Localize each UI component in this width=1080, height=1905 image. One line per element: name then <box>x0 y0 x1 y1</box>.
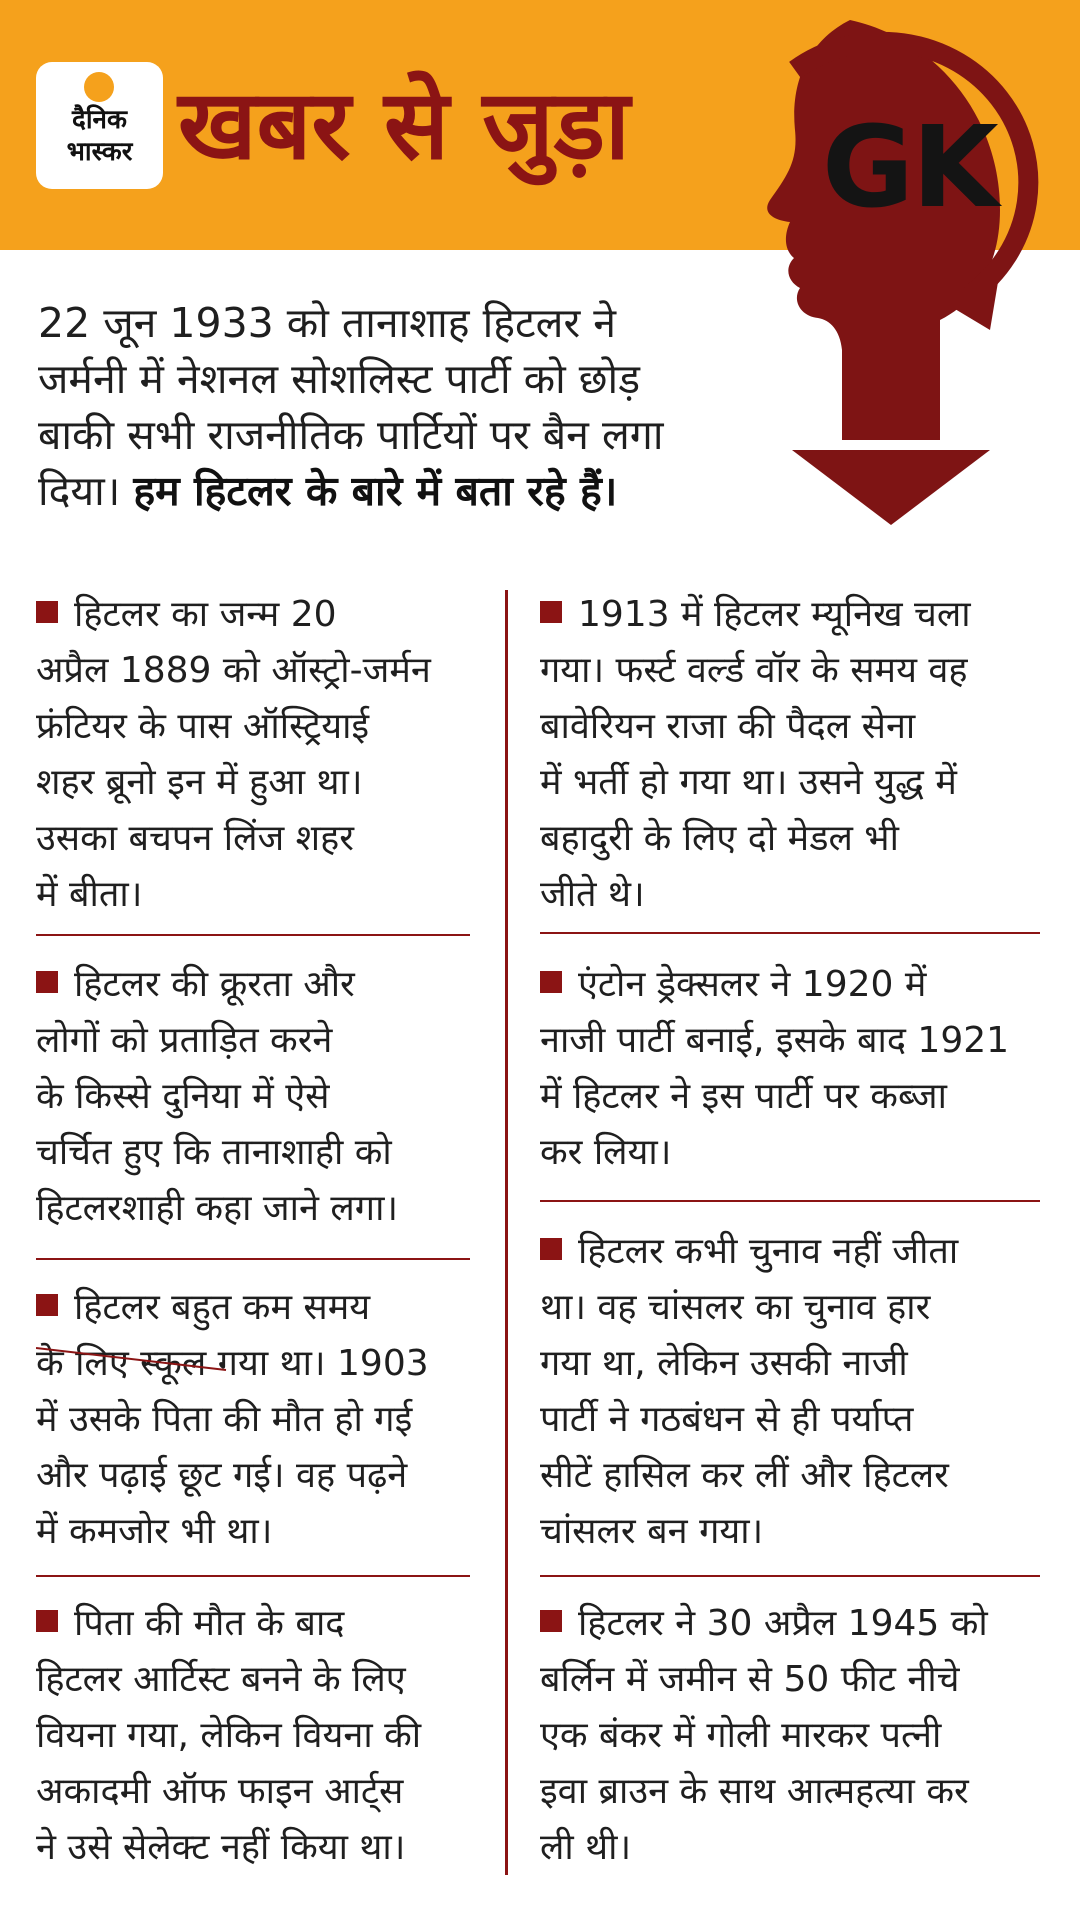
fact-line: एक बंकर में गोली मारकर पत्नी <box>540 1715 942 1756</box>
brand-name-line2: भास्कर <box>66 137 133 167</box>
fact-line: लोगों को प्रताड़ित करने <box>36 1020 333 1061</box>
fact-line <box>540 1596 1060 1652</box>
down-arrow <box>792 450 990 525</box>
separator <box>36 1575 470 1577</box>
separator <box>36 1258 470 1260</box>
fact-line <box>36 957 496 1013</box>
bullet-square-icon <box>540 971 562 993</box>
fact-line-text: हिटलर की क्रूरता और <box>74 964 355 1005</box>
fact-line: बर्लिन में जमीन से 50 फीट नीचे <box>540 1659 960 1700</box>
fact-line-text: हिटलर का जन्म 20 <box>74 594 337 635</box>
fact-line: चांसलर बन गया। <box>540 1511 764 1552</box>
intro-line <box>38 463 758 519</box>
intro-last-regular: दिया। <box>38 467 121 515</box>
fact-line: सीटें हासिल कर लीं और हिटलर <box>540 1455 949 1496</box>
fact-line: गया। फर्स्ट वर्ल्ड वॉर के समय वह <box>540 650 968 691</box>
fact-line: था। वह चांसलर का चुनाव हार <box>540 1287 931 1328</box>
fact-line: ली थी। <box>540 1827 632 1868</box>
separator <box>540 932 1040 934</box>
brand-logo <box>36 62 163 189</box>
fact-line: उसका बचपन लिंज शहर <box>36 818 354 859</box>
fact-line: वियना गया, लेकिन वियना की <box>36 1715 422 1756</box>
fact-line-text: हिटलर ने 30 अप्रैल 1945 को <box>578 1603 988 1644</box>
fact-block <box>36 1280 496 1560</box>
sun-icon <box>84 72 114 102</box>
bullet-square-icon <box>540 601 562 623</box>
fact-line <box>36 1596 496 1652</box>
bullet-square-icon <box>540 1610 562 1632</box>
intro-paragraph <box>38 295 758 519</box>
fact-line: फ्रंटियर के पास ऑस्ट्रियाई <box>36 706 370 747</box>
fact-block <box>540 1596 1060 1876</box>
bullet-square-icon <box>36 1610 58 1632</box>
fact-line: अप्रैल 1889 को ऑस्ट्रो-जर्मन <box>36 650 431 691</box>
gk-badge: GK <box>822 103 997 233</box>
bullet-square-icon <box>36 971 58 993</box>
bullet-square-icon <box>540 1238 562 1260</box>
fact-line-text: पिता की मौत के बाद <box>74 1603 345 1644</box>
separator <box>36 934 470 936</box>
fact-line: हिटलर आर्टिस्ट बनने के लिए <box>36 1659 406 1700</box>
fact-line: चर्चित हुए कि तानाशाही को <box>36 1132 392 1173</box>
fact-block <box>540 587 1060 923</box>
fact-line <box>36 1280 496 1336</box>
fact-line-text: 1913 में हिटलर म्यूनिख चला <box>578 594 971 635</box>
fact-line: जीते थे। <box>540 874 645 915</box>
fact-line <box>540 587 1060 643</box>
fact-line: नाजी पार्टी बनाई, इसके बाद 1921 <box>540 1020 1010 1061</box>
separator <box>540 1575 1040 1577</box>
separator <box>540 1200 1040 1202</box>
bullet-square-icon <box>36 1294 58 1316</box>
fact-line: कर लिया। <box>540 1132 672 1173</box>
fact-line-text: एंटोन ड्रेक्सलर ने 1920 में <box>578 964 927 1005</box>
intro-bold-text: हम हिटलर के बारे में बता रहे हैं। <box>133 467 618 515</box>
fact-line: के किस्से दुनिया में ऐसे <box>36 1076 330 1117</box>
bullet-square-icon <box>36 601 58 623</box>
fact-line-text: हिटलर कभी चुनाव नहीं जीता <box>578 1231 959 1272</box>
fact-block <box>540 1224 1060 1560</box>
fact-line <box>540 1224 1060 1280</box>
fact-line <box>36 587 496 643</box>
fact-line <box>540 957 1060 1013</box>
fact-block <box>36 587 496 923</box>
brand-name-line1: दैनिक <box>72 105 127 135</box>
column-divider <box>505 590 508 1875</box>
fact-line: में कमजोर भी था। <box>36 1511 273 1552</box>
fact-line: बावेरियन राजा की पैदल सेना <box>540 706 916 747</box>
fact-line: शहर ब्रूनो इन में हुआ था। <box>36 762 363 803</box>
fact-line-text: हिटलर बहुत कम समय <box>74 1287 371 1328</box>
fact-line: गया था, लेकिन उसकी नाजी <box>540 1343 908 1384</box>
fact-line: के लिए स्कूल गया था। 1903 <box>36 1343 429 1384</box>
fact-line: में उसके पिता की मौत हो गई <box>36 1399 413 1440</box>
fact-line: इवा ब्राउन के साथ आत्महत्या कर <box>540 1771 969 1812</box>
fact-block <box>36 957 496 1237</box>
headline: खबर से जुड़ा <box>178 69 630 181</box>
fact-block <box>540 957 1060 1181</box>
fact-block <box>36 1596 496 1876</box>
fact-line: और पढ़ाई छूट गई। वह पढ़ने <box>36 1455 408 1496</box>
fact-line: पार्टी ने गठबंधन से ही पर्याप्त <box>540 1399 914 1440</box>
fact-line: में बीता। <box>36 874 143 915</box>
fact-line: में भर्ती हो गया था। उसने युद्ध में <box>540 762 957 803</box>
fact-line: अकादमी ऑफ फाइन आर्ट्स <box>36 1771 404 1812</box>
fact-line: हिटलरशाही कहा जाने लगा। <box>36 1188 399 1229</box>
fact-line: ने उसे सेलेक्ट नहीं किया था। <box>36 1827 406 1868</box>
intro-line: 22 जून 1933 को तानाशाह हिटलर ने <box>38 299 617 347</box>
fact-line: में हिटलर ने इस पार्टी पर कब्जा <box>540 1076 947 1117</box>
intro-line: बाकी सभी राजनीतिक पार्टियों पर बैन लगा <box>38 411 664 459</box>
fact-line: बहादुरी के लिए दो मेडल भी <box>540 818 899 859</box>
strike-stroke <box>36 1340 436 1374</box>
intro-line: जर्मनी में नेशनल सोशलिस्ट पार्टी को छोड़ <box>38 355 641 403</box>
